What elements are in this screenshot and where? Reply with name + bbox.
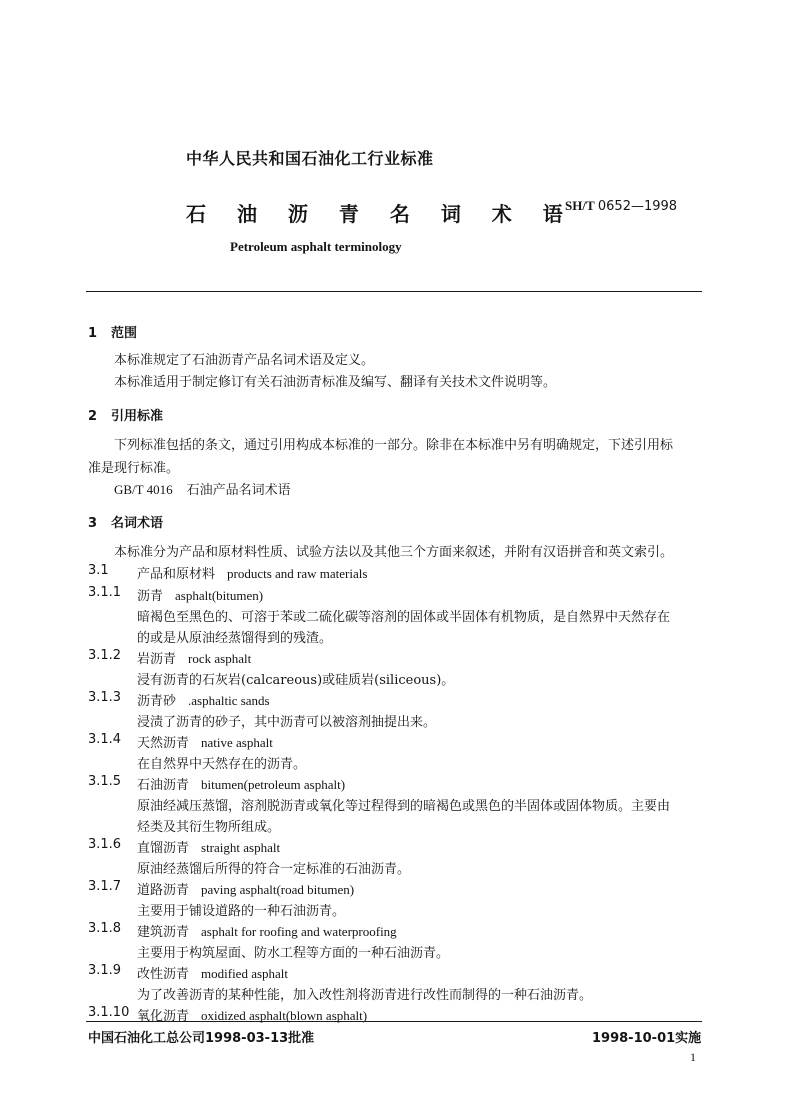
page-number: 1 [690, 1050, 696, 1064]
term-name-cn: 沥青砂 [137, 694, 177, 709]
section-3-paragraph: 本标准分为产品和原材料性质、试验方法以及其他三个方面来叙述，并附有汉语拼音和英文索引。 [114, 545, 674, 560]
reference-code: GB/T 4016 [114, 482, 173, 497]
section-1-heading [88, 322, 137, 341]
section-heading-text: 名词术语 [111, 516, 164, 531]
term-definition-line: 浸渍了沥青的砂子，其中沥青可以被溶剂抽提出来。 [137, 715, 437, 730]
term-number: 3.1.4 [88, 732, 122, 747]
section-number: 3 [88, 516, 98, 531]
term-name-en: paving asphalt(road bitumen) [201, 882, 355, 897]
term-name-en: rock asphalt [188, 651, 252, 666]
term-definition-line: 烃类及其衍生物所组成。 [137, 820, 281, 835]
standard-code [565, 198, 677, 214]
term-heading [137, 648, 251, 667]
term-heading [137, 837, 280, 856]
term-name-cn: 改性沥青 [137, 967, 190, 982]
subsection-title [137, 563, 367, 582]
issuing-authority: 中华人民共和国石油化工行业标准 [186, 149, 434, 168]
term-name-en: .asphaltic sands [188, 693, 270, 708]
term-definition-line: 原油经蒸馏后所得的符合一定标准的石油沥青。 [137, 862, 411, 877]
term-name-en: bitumen(petroleum asphalt) [201, 777, 346, 792]
term-definition-line: 在自然界中天然存在的沥青。 [137, 757, 307, 772]
term-definition-line: 主要用于铺设道路的一种石油沥青。 [137, 904, 346, 919]
term-heading [137, 585, 263, 604]
term-name-en: modified asphalt [201, 966, 289, 981]
normative-reference [114, 479, 291, 498]
standard-code-prefix: SH/T [565, 198, 595, 213]
section-heading-text: 引用标准 [111, 409, 164, 424]
term-name-cn: 岩沥青 [137, 652, 177, 667]
section-2-paragraph-line-1: 下列标准包括的条文，通过引用构成本标准的一部分。除非在本标准中另有明确规定，下述引用标 [114, 438, 674, 453]
term-name-cn: 石油沥青 [137, 778, 190, 793]
term-definition-line: 的或是从原油经蒸馏得到的残渣。 [137, 631, 333, 646]
section-number: 2 [88, 409, 98, 424]
term-definition-line: 暗褐色至黑色的、可溶于苯或二硫化碳等溶剂的固体或半固体有机物质，是自然界中天然存在 [137, 610, 671, 625]
term-definition-line: 原油经减压蒸馏，溶剂脱沥青或氧化等过程得到的暗褐色或黑色的半固体或固体物质。主要由 [137, 799, 671, 814]
term-heading [137, 732, 273, 751]
document-subtitle-english: Petroleum asphalt terminology [230, 239, 402, 254]
subsection-number: 3.1 [88, 563, 109, 578]
section-1-paragraph-2: 本标准适用于制定修订有关石油沥青标准及编写、翻译有关技术文件说明等。 [114, 375, 557, 390]
subsection-title-en: products and raw materials [227, 566, 368, 581]
term-name-en: oxidized asphalt(blown asphalt) [201, 1008, 368, 1023]
term-number: 3.1.7 [88, 879, 122, 894]
document-title: 石 油 沥 青 名 词 术 语 [186, 202, 575, 226]
footer-divider [86, 1021, 702, 1022]
term-number: 3.1.9 [88, 963, 122, 978]
term-name-cn: 道路沥青 [137, 883, 190, 898]
term-heading [137, 879, 354, 898]
term-heading [137, 690, 270, 709]
term-definition-line: 为了改善沥青的某种性能，加入改性剂将沥青进行改性而制得的一种石油沥青。 [137, 988, 593, 1003]
header-divider [86, 291, 702, 292]
section-1-paragraph-1: 本标准规定了石油沥青产品名词术语及定义。 [114, 353, 375, 368]
term-heading [137, 921, 397, 940]
term-name-en: native asphalt [201, 735, 273, 750]
term-name-cn: 氧化沥青 [137, 1009, 190, 1024]
standard-code-number: 0652—1998 [597, 199, 678, 214]
term-number: 3.1.5 [88, 774, 122, 789]
approval-statement: 中国石油化工总公司1998-03-13批准 [88, 1031, 315, 1046]
term-name-en: asphalt(bitumen) [175, 588, 264, 603]
reference-title: 石油产品名词术语 [186, 483, 291, 498]
section-2-paragraph-line-2: 准是现行标准。 [88, 461, 180, 476]
term-name-cn: 建筑沥青 [137, 925, 190, 940]
term-heading [137, 963, 288, 982]
term-number: 3.1.2 [88, 648, 122, 663]
section-3-heading [88, 512, 163, 531]
term-heading [137, 774, 345, 793]
section-heading-text: 范围 [111, 326, 138, 341]
term-number: 3.1.3 [88, 690, 122, 705]
term-number: 3.1.10 [88, 1005, 130, 1020]
term-definition-line: 主要用于构筑屋面、防水工程等方面的一种石油沥青。 [137, 946, 450, 961]
subsection-title-cn: 产品和原材料 [137, 567, 216, 582]
section-2-heading [88, 405, 163, 424]
term-name-en: straight asphalt [201, 840, 281, 855]
term-name-cn: 沥青 [137, 589, 164, 604]
term-name-en: asphalt for roofing and waterproofing [201, 924, 397, 939]
term-name-cn: 天然沥青 [137, 736, 190, 751]
term-number: 3.1.6 [88, 837, 122, 852]
section-number: 1 [88, 326, 98, 341]
implementation-date: 1998-10-01实施 [592, 1031, 702, 1046]
term-name-cn: 直馏沥青 [137, 841, 190, 856]
term-number: 3.1.8 [88, 921, 122, 936]
term-definition-line: 浸有沥青的石灰岩(calcareous)或硅质岩(siliceous)。 [137, 673, 455, 688]
term-number: 3.1.1 [88, 585, 122, 600]
